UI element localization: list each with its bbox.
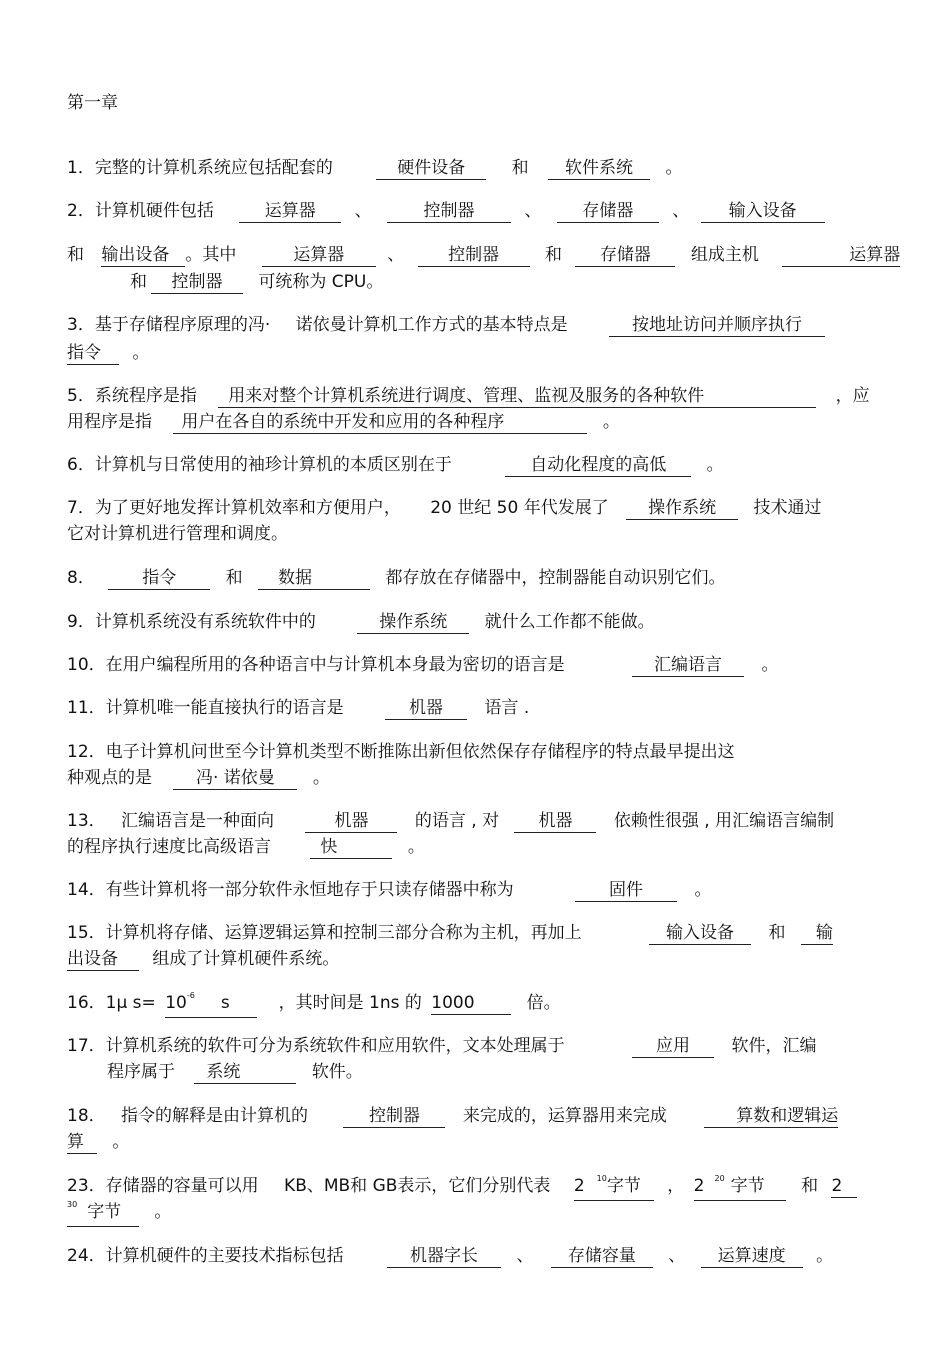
question-15-line-1 (67, 921, 884, 945)
answer-blank: 运算器 (239, 200, 341, 223)
question-text: 诺依曼计算机工作方式的基本特点是 (295, 315, 568, 335)
question-23-line-1 (67, 1174, 884, 1198)
answer-blank (574, 1175, 654, 1201)
question-text: 和 (225, 568, 243, 588)
question-text: 电子计算机问世至今计算机类型不断推陈出新但依然保存存储程序的特点最早提出这 (105, 742, 735, 762)
answer-blank: 输入设备 (701, 200, 825, 223)
question-text: ，其时间是 1ns 的 (278, 993, 422, 1013)
answer-unit: 字节 (87, 1202, 122, 1222)
question-text: 程序属于 (107, 1062, 175, 1082)
answer-value: 2 (693, 1176, 705, 1196)
question-text: 计算机硬件的主要技术指标包括 (105, 1246, 344, 1266)
question-12-line-2 (67, 766, 884, 790)
answer-blank (694, 1175, 786, 1201)
question-text: 和 (801, 1176, 819, 1196)
answer-exponent: 30 (67, 1200, 78, 1209)
question-text: 依赖性很强 , 用汇编语言编制 (613, 811, 835, 831)
separator: 、 (516, 1246, 534, 1266)
answer-blank: 数据 (258, 567, 370, 590)
separator: ， (667, 1176, 685, 1196)
answer-blank: 软件系统 (548, 157, 650, 180)
answer-value: 10 (165, 993, 187, 1013)
question-text: 和 (545, 245, 563, 265)
question-text: 有些计算机将一部分软件永恒地存于只读存储器中称为 (105, 880, 514, 900)
question-24 (67, 1244, 884, 1268)
question-text: 。 (694, 880, 712, 900)
question-6 (67, 453, 884, 477)
question-text: 语言 . (484, 698, 530, 718)
answer-blank: 汇编语言 (632, 654, 744, 677)
question-18-line-1 (67, 1104, 884, 1128)
separator: 、 (354, 201, 372, 221)
question-text: 在用户编程所用的各种语言中与计算机本身最为密切的语言是 (105, 655, 565, 675)
answer-blank: 自动化程度的高低 (505, 454, 691, 477)
answer-blank: 控制器 (151, 271, 243, 294)
answer-blank: 操作系统 (626, 497, 738, 520)
answer-blank: 用来对整个计算机系统进行调度、管理、监视及服务的各种软件 (218, 385, 816, 408)
question-11 (67, 696, 884, 720)
question-number: 23． (67, 1176, 106, 1196)
question-8 (67, 566, 884, 590)
question-23-line-2 (67, 1200, 884, 1224)
question-2-line-3 (130, 270, 884, 294)
question-text: 为了更好地发挥计算机效率和方便用户， (94, 498, 401, 518)
answer-blank: 按地址访问并顺序执行 (609, 314, 825, 337)
question-10 (67, 653, 884, 677)
question-number: 15． (67, 923, 106, 943)
question-number: 2． (67, 201, 95, 221)
answer-blank: 系统 (194, 1061, 296, 1084)
question-text: 计算机唯一能直接执行的语言是 (105, 698, 344, 718)
question-text: 软件，汇编 (731, 1036, 817, 1056)
question-text: 和 (768, 923, 786, 943)
question-text: 和 (511, 158, 529, 178)
question-text: 都存放在存储器中，控制器能自动识别它们。 (385, 568, 726, 588)
question-text: 倍。 (526, 993, 561, 1013)
question-number: 11． (67, 698, 106, 718)
question-number: 12． (67, 742, 106, 762)
question-17-line-1 (67, 1034, 884, 1058)
question-text: 就什么工作都不能做。 (484, 612, 655, 632)
answer-value: 2 (573, 1176, 585, 1196)
question-text: 可统称为 CPU。 (258, 272, 384, 292)
question-number: 9． (67, 612, 95, 632)
question-text: 。 (665, 158, 683, 178)
question-18-line-2 (67, 1130, 884, 1154)
question-text: 。 (407, 837, 425, 857)
separator: 、 (387, 245, 405, 265)
question-text: 用程序是指 (67, 412, 152, 432)
question-text: 系统程序是指 (94, 386, 197, 406)
question-number: 3． (67, 315, 95, 335)
answer-blank: 控制器 (418, 244, 530, 267)
question-number: 5． (67, 386, 95, 406)
question-number: 14． (67, 880, 106, 900)
answer-blank: 机器字长 (387, 1245, 501, 1268)
question-text: KB、MB和 GB表示，它们分别代表 (284, 1176, 551, 1196)
question-text: 。 (761, 655, 779, 675)
question-2-line-1 (67, 199, 884, 223)
question-1 (67, 156, 884, 180)
question-text: 的程序执行速度比高级语言 (67, 837, 271, 857)
question-number: 17． (67, 1036, 106, 1056)
question-text: 计算机系统没有系统软件中的 (94, 612, 316, 632)
answer-blank: 固件 (575, 879, 677, 902)
question-text: 和 (67, 245, 84, 265)
question-text: 基于存储程序原理的冯· (94, 315, 271, 335)
question-text: 汇编语言是一种面向 (121, 811, 275, 831)
question-text: 存储器的容量可以用 (105, 1176, 259, 1196)
answer-value: 2 (831, 1175, 857, 1198)
question-number: 1． (67, 158, 95, 178)
question-text: 的语言 , 对 (414, 811, 500, 831)
question-text: 。 (602, 412, 620, 432)
answer-blank (67, 1201, 139, 1227)
answer-exponent: 10 (596, 1174, 607, 1183)
question-number: 6． (67, 455, 95, 475)
answer-blank: 1000 (431, 992, 511, 1015)
question-number: 10． (67, 655, 106, 675)
answer-unit: 字节 (730, 1176, 765, 1196)
answer-blank: 输入设备 (649, 922, 751, 945)
question-text: 。 (112, 1132, 130, 1152)
answer-unit: s (220, 993, 230, 1013)
question-text: 计算机系统的软件可分为系统软件和应用软件，文本处理属于 (105, 1036, 565, 1056)
question-text: 。 (816, 1246, 834, 1266)
question-text: 和 (130, 272, 147, 292)
answer-blank: 操作系统 (357, 611, 469, 634)
answer-unit: 字节 (606, 1176, 641, 1196)
question-2-line-2 (67, 243, 901, 267)
question-text: 种观点的是 (67, 768, 152, 788)
answer-blank (165, 992, 257, 1018)
question-3-line-2 (67, 341, 884, 365)
question-text: 技术通过 (753, 498, 822, 518)
question-text: 组成主机 (690, 245, 759, 265)
question-13-line-2 (67, 835, 884, 859)
answer-blank: 存储器 (575, 244, 675, 267)
answer-blank: 硬件设备 (376, 157, 486, 180)
question-5-line-1 (67, 384, 884, 408)
question-text: 指令的解释是由计算机的 (121, 1106, 309, 1126)
answer-exponent: 20 (714, 1174, 725, 1183)
question-text: 计算机与日常使用的袖珍计算机的本质区别在于 (94, 455, 452, 475)
question-text: 软件。 (311, 1062, 363, 1082)
answer-blank: 指令 (67, 342, 119, 365)
question-number: 7． (67, 498, 95, 518)
question-text: ，应 (835, 386, 870, 406)
answer-exponent: -6 (186, 991, 195, 1000)
question-number: 16． (67, 993, 106, 1013)
question-12-line-1 (67, 740, 884, 764)
question-17-line-2 (107, 1060, 884, 1084)
answer-blank: 出设备 (67, 948, 139, 971)
question-text: 完整的计算机系统应包括配套的 (94, 158, 333, 178)
question-7-line-2 (67, 522, 884, 546)
question-15-line-2 (67, 947, 884, 971)
answer-blank: 运算速度 (701, 1245, 803, 1268)
question-7-line-1 (67, 496, 884, 520)
question-number: 18． (67, 1106, 106, 1126)
question-number: 13． (67, 811, 106, 831)
question-text: 计算机将存储、运算逻辑运算和控制三部分合称为主机，再加上 (105, 923, 582, 943)
answer-blank: 应用 (632, 1035, 714, 1058)
question-number: 8． (67, 568, 95, 588)
answer-blank: 运算器 (782, 244, 900, 267)
answer-blank: 控制器 (343, 1105, 445, 1128)
answer-blank: 冯· 诺依曼 (173, 767, 297, 790)
question-13-line-1 (67, 809, 884, 833)
answer-blank: 机器 (385, 697, 467, 720)
question-text: 。 (312, 768, 330, 788)
question-16 (67, 991, 884, 1015)
answer-blank: 控制器 (387, 200, 511, 223)
answer-blank: 输 (801, 922, 833, 945)
question-text: 来完成的，运算器用来完成 (462, 1106, 667, 1126)
question-text: 。 (132, 343, 150, 363)
separator: 、 (672, 201, 690, 221)
question-text: 。 (154, 1202, 172, 1222)
question-text: 组成了计算机硬件系统。 (152, 949, 340, 969)
question-text: 计算机硬件包括 (94, 201, 214, 221)
question-14 (67, 878, 884, 902)
answer-blank: 存储容量 (551, 1245, 653, 1268)
question-3-line-1 (67, 313, 884, 337)
question-text: 1μ s= (105, 993, 156, 1013)
separator: 、 (668, 1246, 686, 1266)
answer-blank: 算数和逻辑运 (704, 1105, 838, 1128)
question-5-line-2 (67, 410, 884, 434)
question-text: 。 (706, 455, 724, 475)
answer-blank: 存储器 (557, 200, 659, 223)
answer-blank: 输出设备 (101, 244, 185, 267)
answer-blank: 运算器 (262, 244, 376, 267)
answer-blank: 快 (310, 836, 392, 859)
answer-blank: 指令 (108, 567, 210, 590)
answer-blank: 用户在各自的系统中开发和应用的各种程序 (173, 411, 587, 434)
question-9 (67, 610, 884, 634)
question-text: 它对计算机进行管理和调度。 (67, 524, 288, 544)
chapter-title: 第一章 (67, 93, 118, 113)
question-text: 20 世纪 50 年代发展了 (430, 498, 609, 518)
answer-blank: 机器 (305, 810, 397, 833)
question-text: 。其中 (185, 245, 237, 265)
question-number: 24． (67, 1246, 106, 1266)
answer-blank: 算 (67, 1131, 97, 1154)
answer-blank: 机器 (514, 810, 596, 833)
separator: 、 (524, 201, 542, 221)
